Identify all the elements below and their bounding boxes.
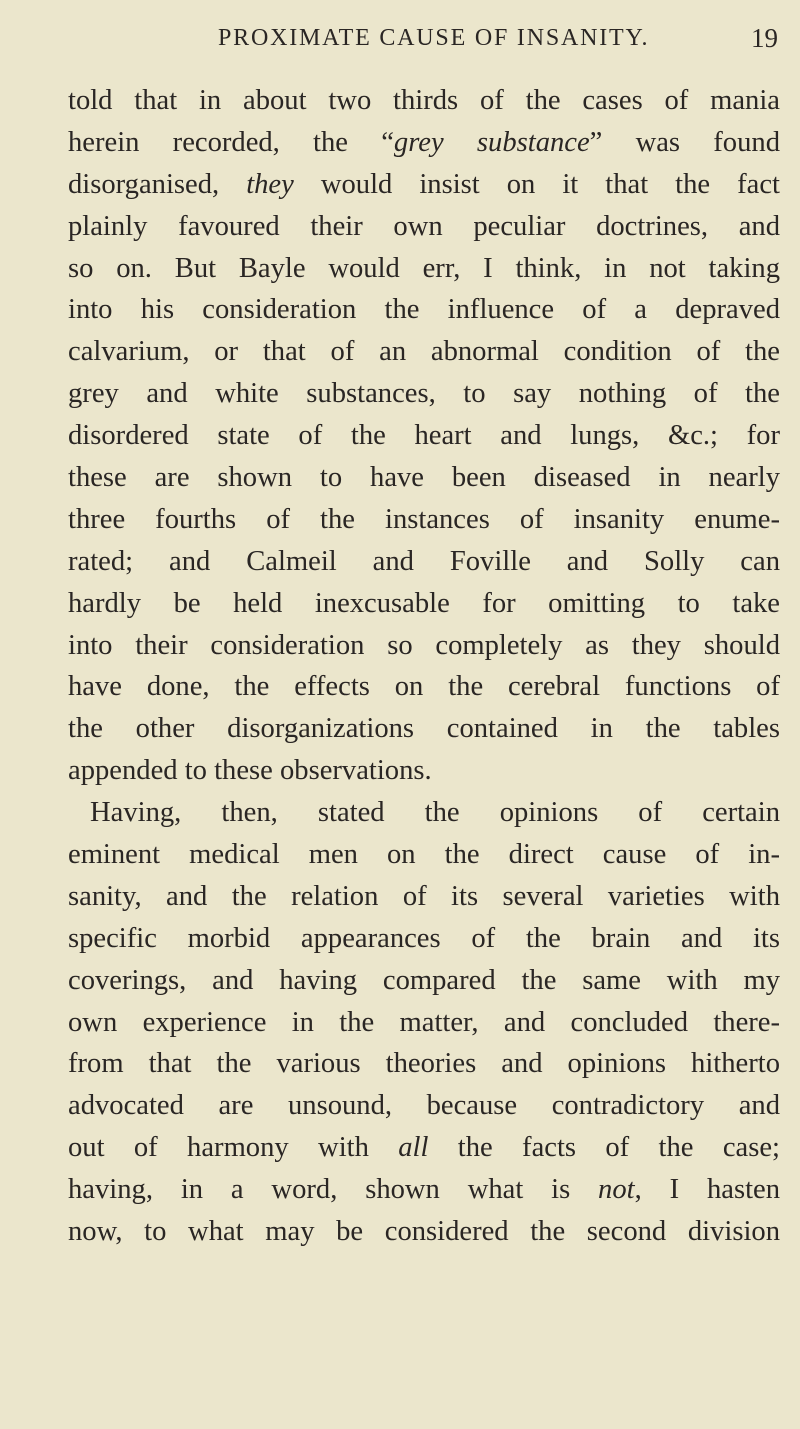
text-run: so on. But Bayle would err, I think, in not taking bbox=[68, 252, 780, 284]
text-line bbox=[68, 331, 780, 373]
text-line bbox=[68, 415, 780, 457]
body-text bbox=[68, 80, 780, 1253]
text-run: from that the various theories and opinions hitherto bbox=[68, 1048, 780, 1080]
text-run: own experience in the matter, and concluded there- bbox=[68, 1006, 780, 1038]
text-line bbox=[68, 583, 780, 625]
page-number: 19 bbox=[751, 23, 778, 53]
text-line bbox=[68, 625, 780, 667]
text-line bbox=[68, 206, 780, 248]
text-run: grey and white substances, to say nothing of the bbox=[68, 378, 780, 410]
text-line bbox=[68, 499, 780, 541]
text-run: disorganised, bbox=[68, 168, 247, 200]
text-run: the other disorganizations contained in the tables bbox=[68, 713, 780, 745]
text-run: now, to what may be considered the second division bbox=[68, 1216, 780, 1248]
text-run: specific morbid appearances of the brain and its bbox=[68, 922, 780, 954]
text-run: Having, then, stated the opinions of certain bbox=[90, 797, 780, 829]
text-line bbox=[68, 1085, 780, 1127]
text-line bbox=[68, 876, 780, 918]
text-line bbox=[68, 960, 780, 1002]
text-run: disordered state of the heart and lungs, &c.; for bbox=[68, 420, 780, 452]
text-run: appended to these observations. bbox=[68, 755, 432, 787]
text-line bbox=[68, 373, 780, 415]
text-line bbox=[68, 1002, 780, 1044]
text-run: sanity, and the relation of its several varieties with bbox=[68, 880, 780, 912]
paragraph bbox=[68, 792, 780, 1253]
text-line bbox=[68, 289, 780, 331]
text-line bbox=[68, 457, 780, 499]
text-run: eminent medical men on the direct cause of in- bbox=[68, 839, 780, 871]
text-run: having, in a word, shown what is bbox=[68, 1174, 599, 1206]
text-line bbox=[68, 122, 780, 164]
text-run: have done, the effects on the cerebral functions of bbox=[68, 671, 780, 703]
text-run: three fourths of the instances of insanity enume- bbox=[68, 503, 780, 535]
text-run: calvarium, or that of an abnormal condition of the bbox=[68, 336, 780, 368]
text-line bbox=[68, 750, 780, 792]
text-line bbox=[68, 834, 780, 876]
text-line bbox=[68, 1127, 780, 1169]
text-line bbox=[68, 708, 780, 750]
text-line bbox=[68, 541, 780, 583]
text-run: would insist on it that the fact bbox=[293, 168, 780, 200]
italic-text: grey substance bbox=[393, 126, 590, 158]
text-line bbox=[68, 666, 780, 708]
text-run: hardly be held inexcusable for omitting to take bbox=[68, 587, 780, 619]
text-line bbox=[68, 248, 780, 290]
text-run: herein recorded, the “ bbox=[68, 126, 394, 158]
text-run: rated; and Calmeil and Foville and Solly can bbox=[68, 545, 780, 577]
paragraph bbox=[68, 80, 780, 792]
italic-text: not bbox=[598, 1174, 635, 1206]
text-line bbox=[68, 918, 780, 960]
text-run: into his consideration the influence of a depraved bbox=[68, 294, 780, 326]
text-line bbox=[68, 792, 780, 834]
page-header bbox=[218, 18, 778, 58]
text-run: these are shown to have been diseased in nearly bbox=[68, 462, 780, 494]
text-run: , I hasten bbox=[634, 1174, 780, 1206]
text-run: advocated are unsound, because contradictory and bbox=[68, 1090, 780, 1122]
text-run: into their consideration so completely as they should bbox=[68, 629, 780, 661]
text-run: ” was found bbox=[589, 126, 780, 158]
text-line bbox=[68, 1211, 780, 1253]
text-line bbox=[68, 1043, 780, 1085]
running-head: PROXIMATE CAUSE OF INSANITY. bbox=[218, 25, 650, 51]
text-run: plainly favoured their own peculiar doctrines, and bbox=[68, 210, 780, 242]
text-run: the facts of the case; bbox=[428, 1132, 780, 1164]
text-line bbox=[68, 164, 780, 206]
text-line bbox=[68, 80, 780, 122]
text-run: coverings, and having compared the same with my bbox=[68, 964, 780, 996]
italic-text: all bbox=[398, 1132, 429, 1164]
italic-text: they bbox=[246, 168, 294, 200]
text-run: told that in about two thirds of the cases of mania bbox=[68, 85, 780, 116]
text-line bbox=[68, 1169, 780, 1211]
text-run: out of harmony with bbox=[68, 1132, 399, 1164]
